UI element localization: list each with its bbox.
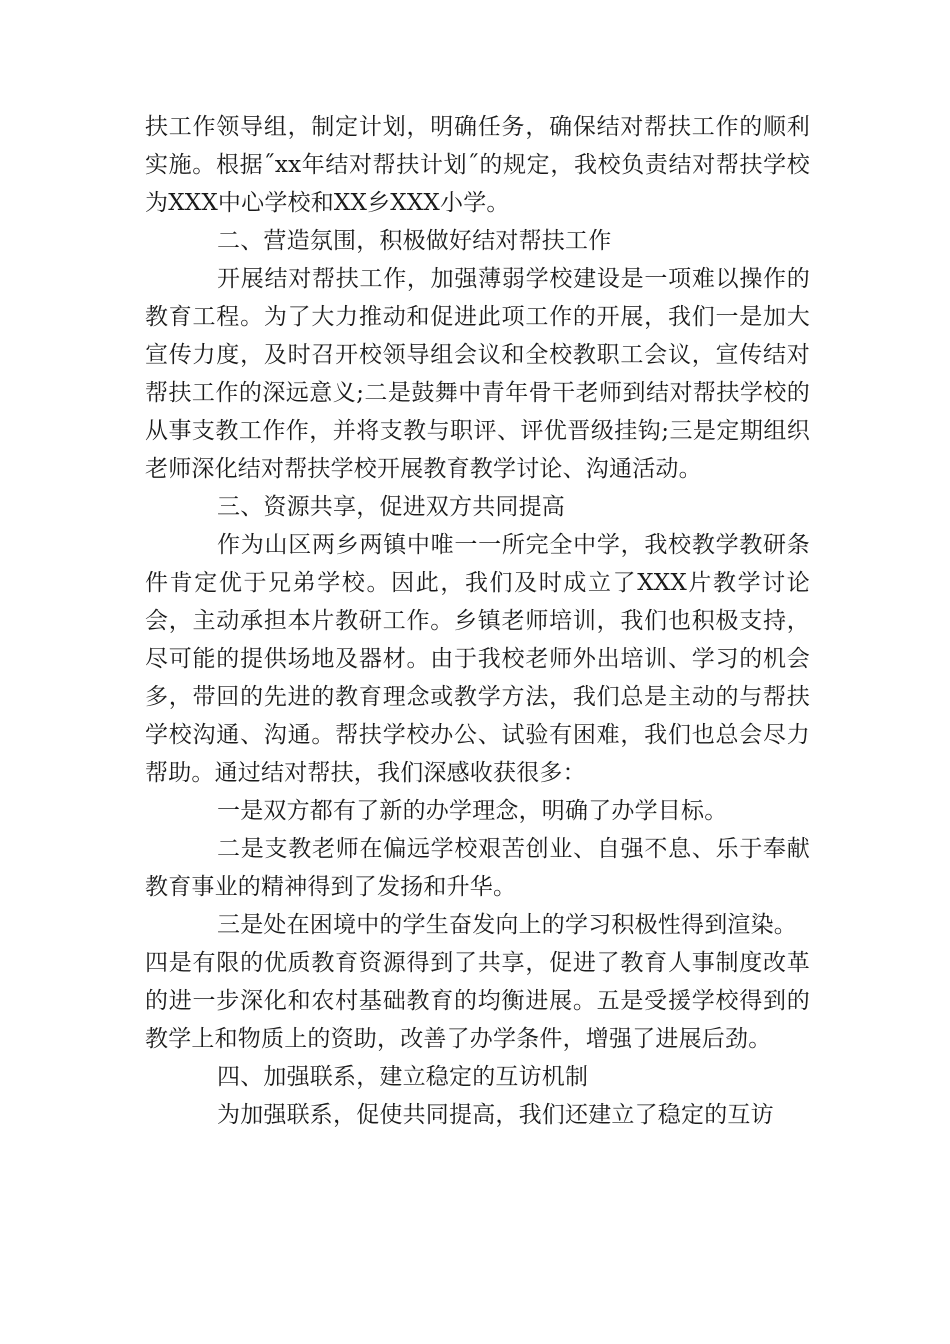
paragraph-gain-2: 二是支教老师在偏远学校艰苦创业、自强不息、乐于奉献教育事业的精神得到了发扬和升华。 (145, 836, 810, 900)
document-body (145, 108, 810, 1134)
paragraph-gain-1: 一是双方都有了新的办学理念，明确了办学目标。 (217, 798, 728, 824)
paragraph-2: 开展结对帮扶工作，加强薄弱学校建设是一项难以操作的教育工程。为了大力推动和促进此项工作的开展，我们一是加大宣传力度，及时召开校领导组会议和全校教职工会议，宣传结对帮扶工作的深远意义;二是鼓舞中青年骨干老师到结对帮扶学校的从事支教工作作，并将支教与职评、评优晋级挂钩;三是定期组织老师深化结对帮扶学校开展教育教学讨论、沟通活动。 (145, 266, 810, 482)
paragraph-1: 扶工作领导组，制定计划，明确任务，确保结对帮扶工作的顺利实施。根据˝xx年结对帮扶计划˝的规定，我校负责结对帮扶学校为XXX中心学校和XX乡XXX小学。 (145, 114, 810, 216)
paragraph-gain-4-5: 四是有限的优质教育资源得到了共享，促进了教育人事制度改革的进一步深化和农村基础教育的均衡进展。五是受援学校得到的教学上和物质上的资助，改善了办学条件，增强了进展后劲。 (145, 950, 810, 1052)
section-heading-4: 四、加强联系，建立稳定的互访机制 (217, 1064, 589, 1090)
section-heading-3: 三、资源共享，促进双方共同提高 (217, 494, 565, 520)
paragraph-gain-3: 三是处在困境中的学生奋发向上的学习积极性得到渲染。 (217, 912, 797, 938)
section-heading-2: 二、营造氛围，积极做好结对帮扶工作 (217, 228, 612, 254)
paragraph-3: 作为山区两乡两镇中唯一一所完全中学，我校教学教研条件肯定优于兄弟学校。因此，我们及时成立了XXX片教学讨论会，主动承担本片教研工作。乡镇老师培训，我们也积极支持，尽可能的提供场地及器材。由于我校老师外出培训、学习的机会多，带回的先进的教育理念或教学方法，我们总是主动的与帮扶学校沟通、沟通。帮扶学校办公、试验有困难，我们也总会尽力帮助。通过结对帮扶，我们深感收获很多： (145, 532, 810, 786)
paragraph-4: 为加强联系，促使共同提高，我们还建立了稳定的互访 (217, 1102, 774, 1128)
